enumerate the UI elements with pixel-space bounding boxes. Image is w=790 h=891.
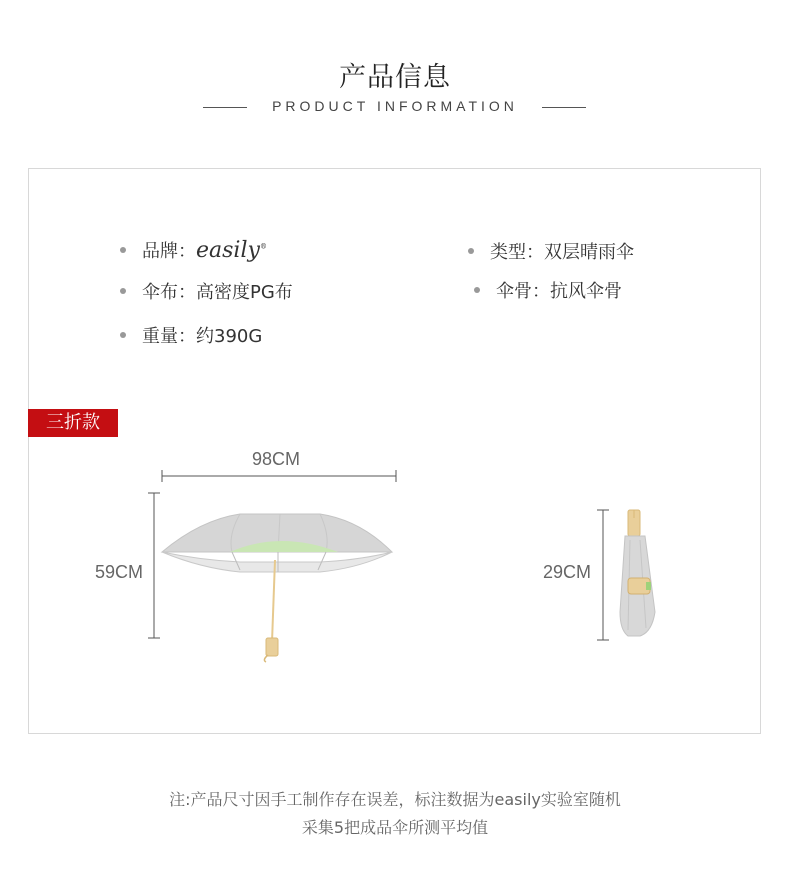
open-width-label: 98CM xyxy=(252,449,301,469)
spec-type-label: 类型： xyxy=(490,242,544,263)
brand-logo: easily® xyxy=(196,238,267,263)
spec-frame-label: 伞骨： xyxy=(496,281,550,302)
spec-type-value: 双层晴雨伞 xyxy=(544,242,634,263)
folded-umbrella-illustration xyxy=(620,510,655,636)
page-title: 产品信息 xyxy=(339,62,451,93)
open-height-label: 59CM xyxy=(95,562,144,582)
height-dimension-line xyxy=(148,493,160,638)
footnote-line-1: 注:产品尺寸因手工制作存在误差，标注数据为easily实验室随机 xyxy=(169,790,621,809)
spec-fabric-label: 伞布： xyxy=(142,282,196,303)
footnote-line-2: 采集5把成品伞所测平均值 xyxy=(301,818,489,837)
fold-type-badge: 三折款 xyxy=(28,409,118,437)
spec-brand-label: 品牌： xyxy=(142,241,196,262)
open-umbrella-illustration xyxy=(162,514,392,662)
spec-weight-value: 约390G xyxy=(196,326,263,347)
spec-frame-value: 抗风伞骨 xyxy=(550,281,622,302)
folded-dimension-line xyxy=(597,510,609,640)
page-subtitle: PRODUCT INFORMATION xyxy=(272,98,518,114)
spec-weight-label: 重量： xyxy=(142,326,196,347)
width-dimension-line xyxy=(162,470,396,482)
folded-length-label: 29CM xyxy=(543,562,592,582)
spec-fabric-value: 高密度PG布 xyxy=(196,282,293,303)
